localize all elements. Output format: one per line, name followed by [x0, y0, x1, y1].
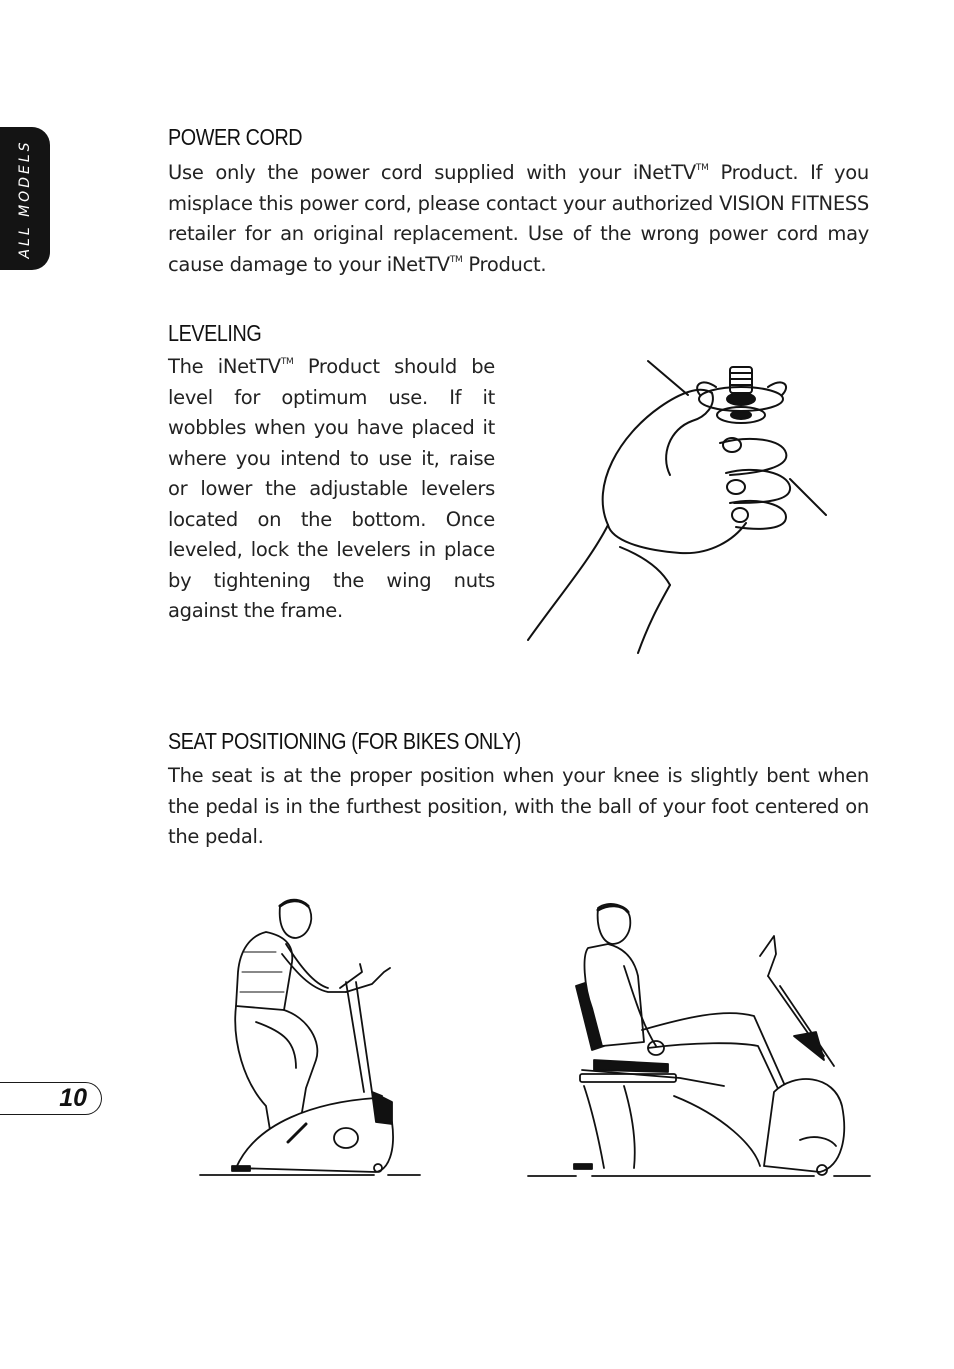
trademark-mark: TM: [449, 254, 463, 265]
page-number-tab: [0, 1082, 102, 1115]
trademark-mark: TM: [280, 357, 294, 367]
seat-positioning-text: The seat is at the proper position when your knee is slightly bent when the pedal is in the furthest position, with the ball of your foot centered on the pedal.: [168, 764, 869, 848]
seat-positioning-heading: SEAT POSITIONING (FOR BIKES ONLY): [168, 728, 521, 754]
page-number: 10: [59, 1084, 87, 1112]
recumbent-bike-illustration: [524, 896, 874, 1186]
leveling-text: The iNetTV™ Product should be level for optimum use. If it wobbles when you have placed it where you intend to use it, raise or lower the adjustable levelers located on the bottom. Once leveled, lock the levelers in place by tightening the wing nuts against the frame.: [168, 355, 495, 622]
hand-leveler-illustration: [520, 355, 840, 655]
trademark-mark: TM: [695, 163, 709, 173]
side-tab: [0, 127, 50, 270]
power-cord-text: Use only the power cord supplied with your iNetTV™ Product. If you misplace this power cord, please contact your authorized VISION FITNESS retailer for an original replacement. Use of the wrong power cord may cause damage to your iNetTV™ Product.: [168, 161, 869, 276]
leveling-heading: LEVELING: [168, 320, 262, 346]
upright-bike-illustration: [196, 892, 426, 1182]
power-cord-heading: POWER CORD: [168, 124, 303, 150]
side-tab-label: ALL MODELS: [17, 139, 33, 259]
